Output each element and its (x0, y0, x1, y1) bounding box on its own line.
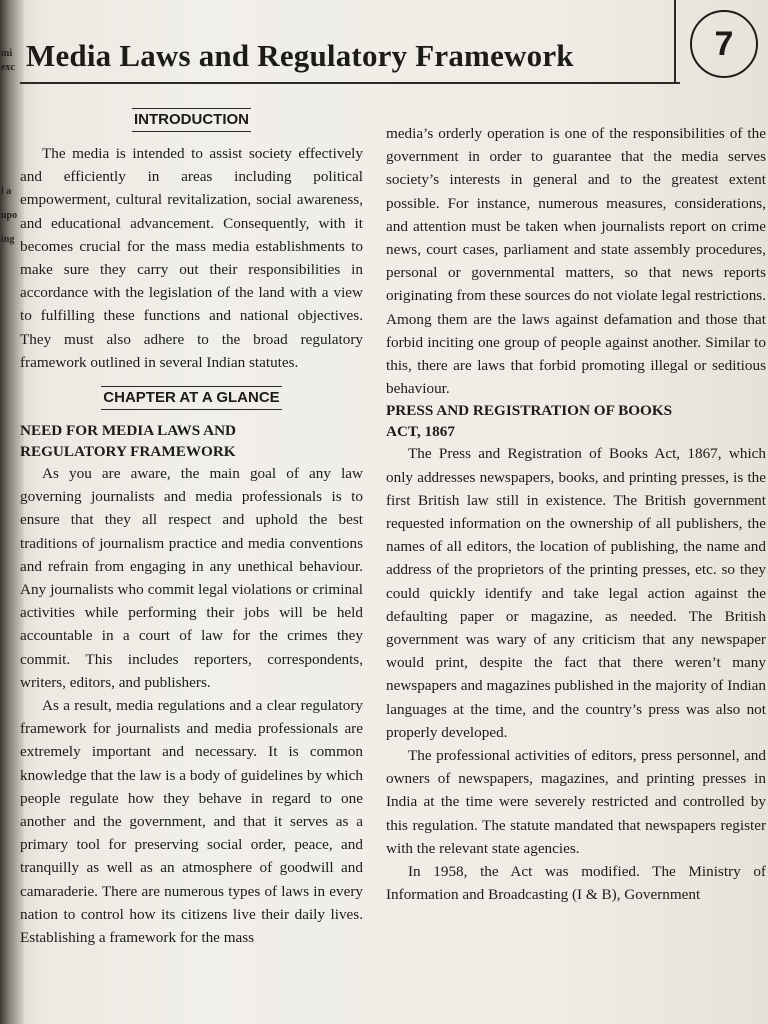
press-heading-line2: ACT, 1867 (386, 423, 455, 441)
need-paragraph-2: As a result, media regulations and a clear regulatory framework for journalists and media professionals are extremely important and necessary. It is common knowledge that the law is a body of guidelines by which people regulate how they behave in regard to one another and the government, and that it serves as a primary tool for preserving social order, peace, and tranquilly as well as an atmosphere of goodwill and camaraderie. There are numerous types of laws in every nation to control how its citizens live their daily lives. Establishing a framework for the mass (20, 697, 363, 947)
chapter-number-badge: 7 (690, 10, 758, 78)
press-paragraph-2: The professional activities of editors, press personnel, and owners of newspapers, magazines, and printing presses in India at the time were severely restricted and controlled by this regulation. The statute mandated that newspapers register with the relevant state agencies. (386, 747, 766, 857)
introduction-heading: INTRODUCTION (132, 108, 251, 132)
press-paragraph-1: The Press and Registration of Books Act, 1867, which only addresses newspapers, books, and printing presses, is the first British law still in existence. The British government requested information on the ownership of all publishers, the names of all editors, the location of publishing, the name and address of the proprietors of the printing presses, etc. so they could quickly identify and take legal action against the defaulting paper or magazine, as needed. The British government was wary of any criticism that any newspaper would print, despite the fact that there weren’t many newspapers and magazines published in the majority of Indian languages at the time, and the country’s press was also not properly developed. (386, 445, 766, 741)
need-heading-line1: NEED FOR MEDIA LAWS AND (20, 422, 237, 440)
need-paragraph-1: As you are aware, the main goal of any law governing journalists and media professionals is to ensure that they all respect and uphold the best traditions of journalism practice and media conventions and refrain from engaging in any unethical behaviour. Any journalists who commit legal violations or criminal activities while performing their jobs will be held accountable in a court of law for the crimes they commit. This includes reporters, correspondents, writers, editors, and publishers. (20, 465, 363, 691)
spine-text-fragment: l a (1, 186, 12, 197)
need-heading-line2: REGULATORY FRAMEWORK (20, 443, 236, 461)
spine-text-fragment: exc (1, 62, 15, 73)
header-rule (20, 82, 680, 84)
spine-text-fragment: ing (1, 234, 15, 245)
continued-paragraph: media’s orderly operation is one of the responsibilities of the government in order to guarantee that the media serves society’s interests in general and to the greatest extent possible. For instance, numerous measures, considerations, and attention must be taken when journalists report on crime news, court cases, parliament and state assembly procedures, personal or governmental matters, so that news reports originating from these sources do not violate legal restrictions. Among them are the laws against defamation and those that forbid inciting one group of people against another. Similar to this, there are laws that forbid promoting illegal or seditious behaviour. (386, 125, 767, 398)
chapter-divider (674, 0, 676, 84)
introduction-paragraph: The media is intended to assist society effectively and efficiently in areas including political empowerment, cultural revitalization, social awareness, and educational advancement. Consequently, with it becomes crucial for the mass media establishments to make sure they carry out their responsibilities in accordance with the legislation of the land with a view to fulfilling these functions and national objectives. They must also adhere to the broad regulatory framework outlined in several Indian statutes. (20, 145, 363, 371)
chapter-title: Media Laws and Regulatory Framework (26, 38, 574, 73)
spine-text-fragment: mi (1, 48, 13, 59)
spine-text-fragment: npo (1, 210, 18, 221)
press-paragraph-3: In 1958, the Act was modified. The Ministry of Information and Broadcasting (I & B), Government (386, 863, 766, 904)
left-column (20, 100, 363, 949)
press-heading-line1: PRESS AND REGISTRATION OF BOOKS (386, 402, 673, 420)
right-column (386, 122, 766, 907)
chapter-at-a-glance-heading: CHAPTER AT A GLANCE (101, 386, 281, 410)
